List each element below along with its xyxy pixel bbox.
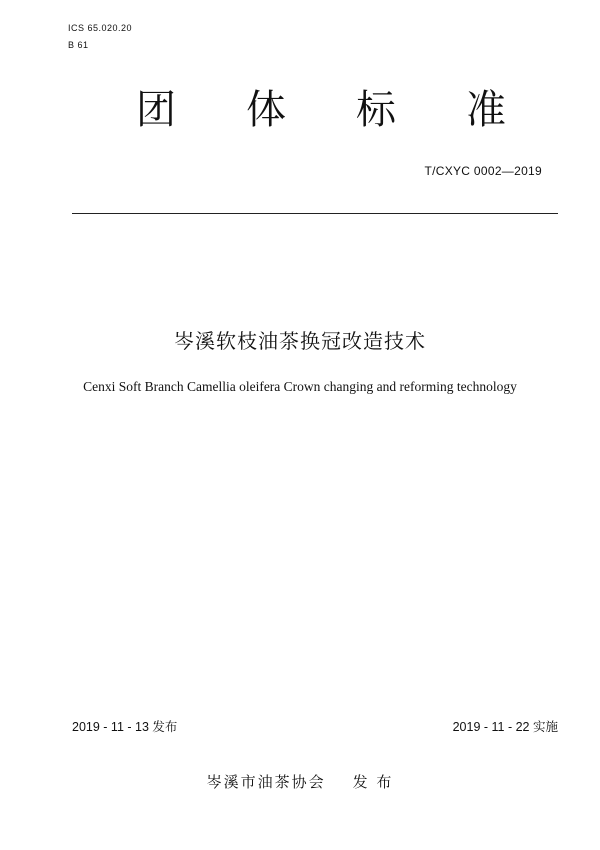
publisher: 岑溪市油茶协会 发 布 (206, 773, 394, 791)
ics-code: ICS 65.020.20 (68, 23, 133, 33)
title-chinese: 岑溪软枝油茶换冠改造技术 (174, 329, 426, 353)
document-type-heading (136, 86, 506, 134)
implementation-date: 2019 - 11 - 22 实施 (452, 720, 558, 734)
header-divider (72, 213, 558, 214)
doc-type-char: 团 (136, 87, 176, 133)
doc-type-char: 标 (356, 87, 396, 133)
issue-date: 2019 - 11 - 13 发布 (72, 720, 178, 734)
title-english: Cenxi Soft Branch Camellia oleifera Crown changing and reforming technology (83, 379, 517, 394)
ccs-code: B 61 (68, 40, 89, 50)
doc-type-char: 体 (246, 87, 286, 133)
standard-number: T/CXYC 0002—2019 (424, 164, 542, 178)
doc-type-char: 准 (466, 87, 506, 133)
